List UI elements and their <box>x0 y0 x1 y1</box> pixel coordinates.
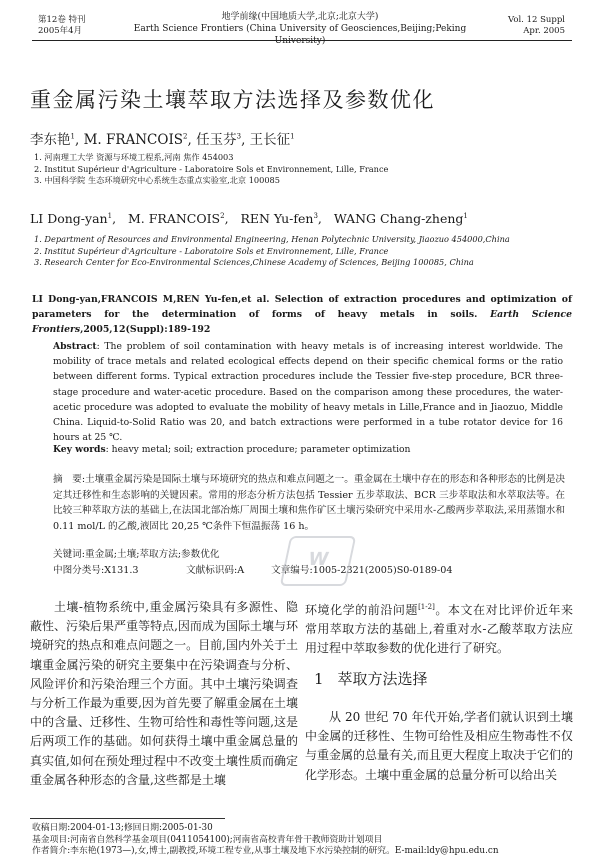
classification-line <box>53 562 453 576</box>
abstract-text: : The problem of soil contamination with heavy metals is of increasing interest worldwide. The mobility of trace metals and related ecological effects depend on their specific chemical forms or the ratio between different forms. Typical extraction procedures include the Tessier five-step procedure, BCR three-stage procedure and water-acetic procedure. Based on the comparison among these procedures, the water-acetic procedure was adopted to evaluate the mobility of heavy metals in Lille,France and in Jiaozuo, Middle China. Liquid-to-Solid Ratio was 20, and batch extractions were performed in a tube rotator device for 16 hours at 25 ℃. <box>53 341 563 444</box>
footnote-author: 作者简介:李东艳(1973—),女,博士,副教授,环境工程专业,从事土壤及地下水污染控制的研究。E-mail:ldy@hpu.edu.cn <box>32 846 499 856</box>
abstract-text: :土壤重金属污染是国际土壤与环境研究的热点和难点问题之一。重金属在土壤中存在的形态和各种形态的比例是决定其迁移性和生态影响的关键因素。常用的形态分析方法包括 Tessier 五步萃取法、BCR 三步萃取法和水萃取法等。在比较三种萃取方法的基础上,在法国北部冶炼厂周围土壤和焦作矿区土壤污染研究中采用水-乙酸两步萃取法,采用蒸馏水和 0.11 mol/L 的乙酸,液固比 20,25 ℃条件下恒温振荡 16 h。 <box>53 474 566 532</box>
author-affiliation-mark: 1 <box>290 132 295 141</box>
keywords-cn: 关键词:重金属;土壤;萃取方法;参数优化 <box>53 549 220 560</box>
author-name: M. FRANCOIS <box>127 211 221 226</box>
author-name: 王长征 <box>249 132 291 148</box>
affiliation: 2. Institut Supérieur d'Agriculture - Laboratoire Sols et Environnement, Lille, France <box>34 245 389 256</box>
author-name: M. FRANCOIS <box>83 132 184 148</box>
running-header-left <box>38 15 108 37</box>
volume-cn: 第12卷 特刊 <box>38 15 86 25</box>
author-name: 李东艳 <box>30 132 71 148</box>
keywords-label: Key words <box>53 444 106 455</box>
article-title: 重金属污染土壤萃取方法选择及参数优化 <box>30 88 435 112</box>
footnote-received: 收稿日期:2004-01-13;修回日期:2005-01-30 <box>32 823 213 833</box>
citation <box>32 292 572 337</box>
author-affiliation-mark: 1 <box>107 211 113 220</box>
section-title: 萃取方法选择 <box>337 670 428 688</box>
author-affiliation-mark: 3 <box>313 211 318 220</box>
author-name: LI Dong-yan <box>30 211 108 226</box>
author-list-en: LI Dong-yan$^1$, M. FRANCOIS$^2$, REN Yu-fen$^3$, WANG Chang-zheng$^1$ <box>30 211 468 226</box>
author-name: WANG Chang-zheng <box>333 211 464 226</box>
author-affiliation-mark: 1 <box>463 211 468 220</box>
keywords-en <box>53 443 563 457</box>
body-text: 环境化学的前沿问题 <box>305 603 419 617</box>
affiliation: 1. 河南理工大学 资源与环境工程系,河南 焦作 454003 <box>34 152 234 162</box>
section-number: 1 <box>314 670 324 688</box>
body-paragraph: 土壤-植物系统中,重金属污染具有多源性、隐蔽性、污染后果严重等特点,因而成为国际土壤与环境研究的热点和难点问题之一。目前,国内外关于土壤重金属污染的研究主要集中在污染调查与分析、风险评价和污染治理三个方面。其中土壤污染调查与分析工作最为重要,因为首先要了解重金属在土壤中的含量、迁移性、生物可给性和毒性等问题,这是后两项工作的基础。如何获得土壤中重金属总量的真实值,如何在预处理过程中不改变土壤性质而确定重金属各种形态的含量,这些都是土壤 <box>30 600 298 787</box>
affiliations-en <box>34 234 510 269</box>
journal-name-en: Earth Science Frontiers (China University of Geosciences,Beijing;Peking University) <box>133 24 467 46</box>
date-cn: 2005年4月 <box>38 26 83 36</box>
abstract-label: 摘 要 <box>53 474 82 485</box>
affiliation: 1. Department of Resources and Environmental Engineering, Henan Polytechnic University, Jiaozuo 454000,China <box>34 234 510 244</box>
citation-text: LI Dong-yan,FRANCOIS M,REN Yu-fen,et al. Selection of extraction procedures and optimization of parameters for the determination of forms of heavy metals in soils. <box>32 294 572 320</box>
citation-journal: Earth Science Frontiers <box>32 309 572 335</box>
affiliations-cn <box>34 152 388 187</box>
abstract-cn <box>53 472 565 534</box>
header-divider <box>32 40 572 41</box>
author-affiliation-mark: 2 <box>220 211 225 220</box>
author-affiliation-mark: 1 <box>70 132 75 141</box>
abstract-label: Abstract <box>53 341 97 352</box>
author-list-cn: 李东艳$^1$, M. FRANCOIS$^2$, 任玉芬$^3$, 王长征$^1$ <box>30 132 295 148</box>
date-en: Apr. 2005 <box>523 26 565 36</box>
running-header-journal <box>110 11 490 47</box>
keywords-text: : heavy metal; soil; extraction procedure; parameter optimization <box>105 444 411 455</box>
article-number: 文章编号:1005-2321(2005)S0-0189-04 <box>271 565 453 576</box>
affiliation: 2. Institut Supérieur d'Agriculture - Laboratoire Sols et Environnement, Lille, France <box>34 163 389 174</box>
affiliation: 3. Research Center for Eco-Environmental Sciences,Chinese Academy of Sciences, Beijing 100085, China <box>34 257 474 267</box>
abstract-en <box>53 339 563 445</box>
footnote-divider <box>30 818 225 819</box>
document-code: 文献标识码:A <box>186 565 245 576</box>
body-paragraph: 从 20 世纪 70 年代开始,学者们就认识到土壤中金属的迁移性、生物可给性及相应生物毒性不仅与重金属的总量有关,而且更大程度上取决于它们的化学形态。土壤中重金属的总量分析可以给出关 <box>305 710 573 782</box>
author-affiliation-mark: 3 <box>236 132 242 141</box>
citation-tail: ,2005,12(Suppl):189-192 <box>80 324 211 335</box>
section-heading <box>314 668 428 689</box>
body-text: 。本文在对比评价近年来常用萃取方法的基础上,着重对水-乙酸萃取方法应用过程中萃取参数的优化进行了研究。 <box>305 603 573 656</box>
footnote-funding: 基金项目:河南省自然科学基金项目(0411054100);河南省高校青年骨干教师资助计划项目 <box>32 835 383 845</box>
running-header-right <box>470 15 565 37</box>
author-name: 任玉芬 <box>196 132 237 148</box>
author-affiliation-mark: 2 <box>183 132 188 141</box>
volume-en: Vol. 12 Suppl <box>507 15 565 25</box>
author-name: REN Yu-fen <box>240 211 314 226</box>
affiliation: 3. 中国科学院 生态环境研究中心系统生态重点实验室,北京 100085 <box>34 175 280 185</box>
watermark-logo: W <box>280 536 357 586</box>
clc-number: 中图分类号:X131.3 <box>53 565 139 576</box>
journal-name-cn: 地学前缘(中国地质大学,北京;北京大学) <box>221 12 379 22</box>
reference-mark: [1-2] <box>418 603 435 611</box>
body-paragraph-continued <box>305 598 573 659</box>
